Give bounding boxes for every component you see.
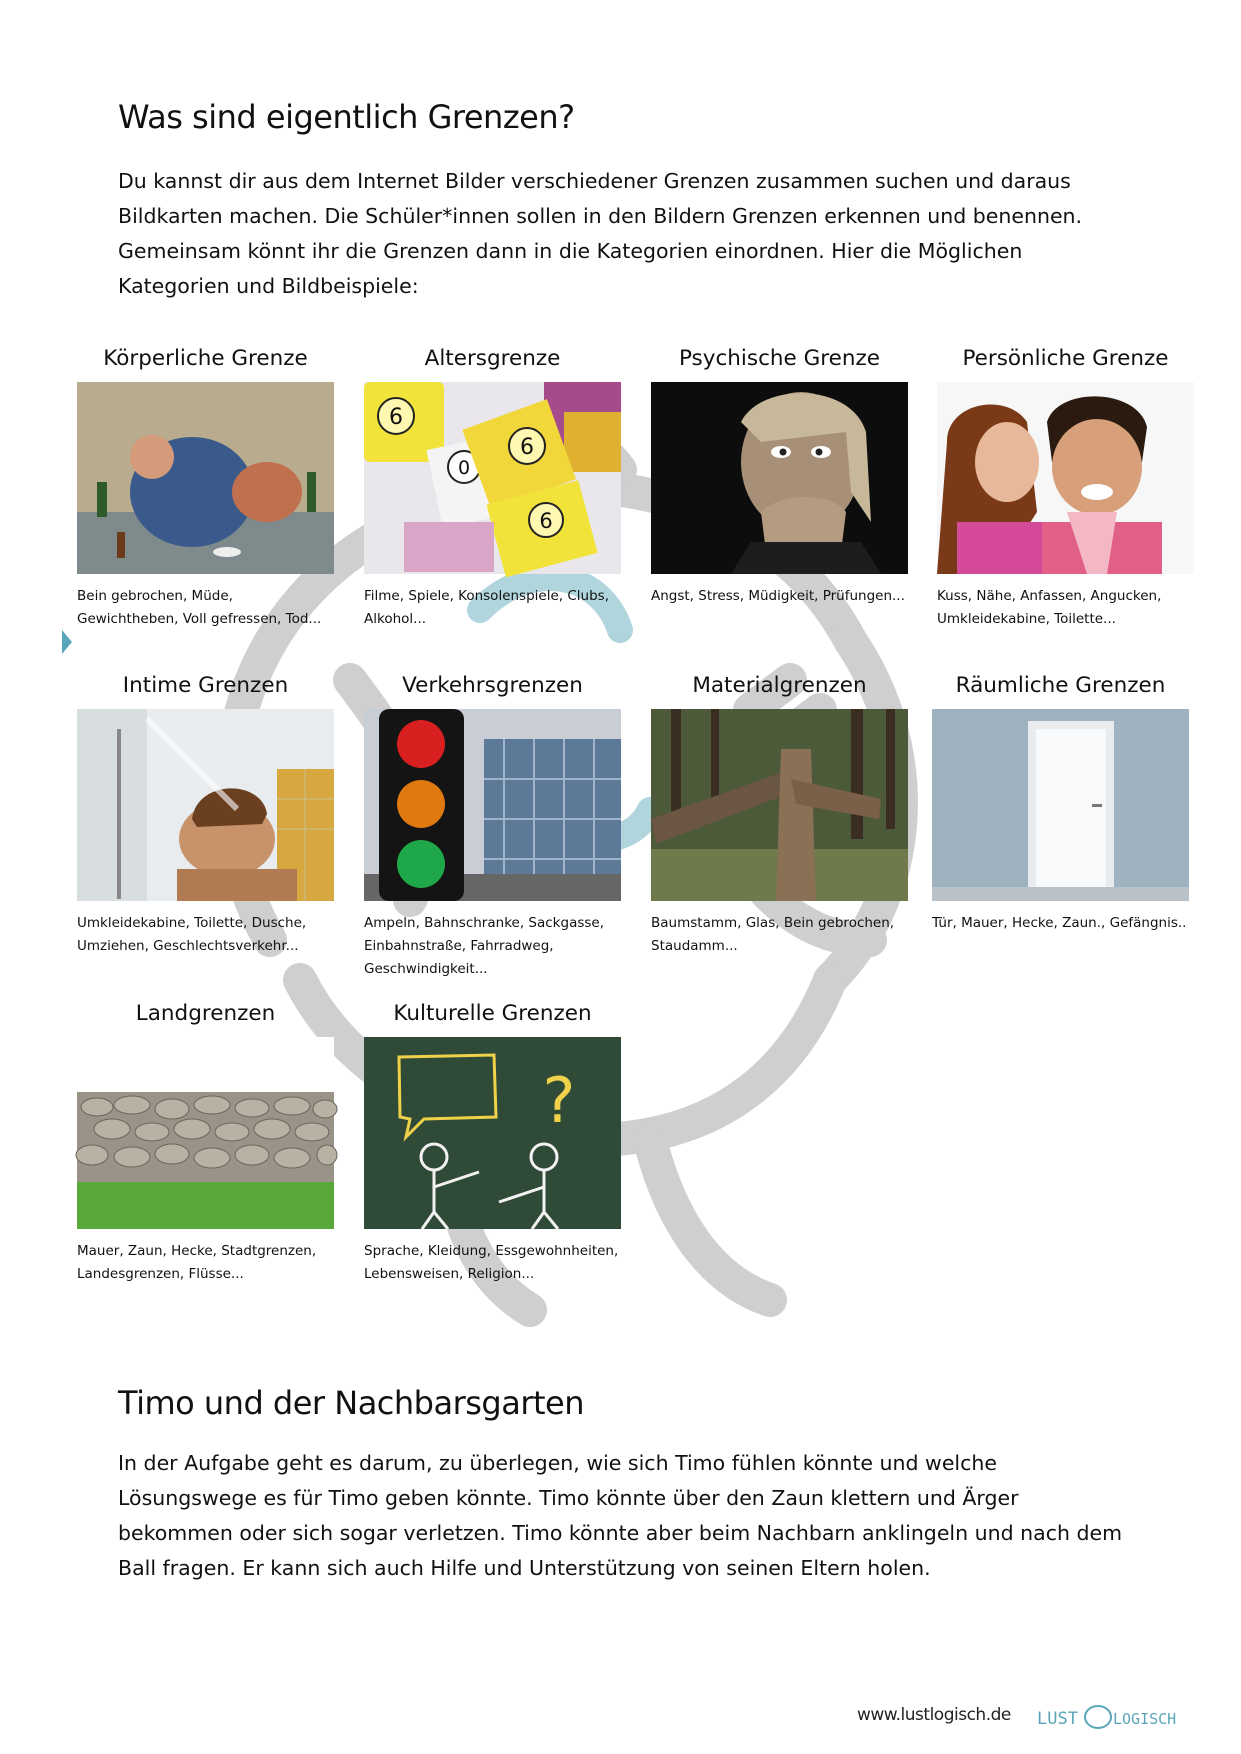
category-caption: Ampeln, Bahnschranke, Sackgasse, Einbahnstraße, Fahrradweg, Geschwindigkeit... [364,915,605,977]
overeaten-man-cartoon-image [77,382,334,574]
logo-text-left: LUST [1037,1709,1078,1729]
category-caption: Bein gebrochen, Müde, Gewichtheben, Voll gefressen, Tod... [77,588,322,627]
category-caption: Tür, Mauer, Hecke, Zaun., Gefängnis.. [932,915,1187,931]
category-card [77,345,334,631]
traffic-light-image [364,709,621,901]
category-caption: Baumstamm, Glas, Bein gebrochen, Staudamm... [651,915,895,954]
timo-paragraph: In der Aufgabe geht es darum, zu überlegen, wie sich Timo fühlen könnte und welche Lösungswege es für Timo geben könnte. Timo könnte über den Zaun klettern und Ärger bekommen oder sich sogar verletzen. Timo könnte aber beim Nachbarn anklingeln und nach dem Ball fragen. Er kann sich auch Hilfe und Unterstützung von seinen Eltern holen. [118,1451,1123,1580]
broken-tree-trunk-image [651,709,908,901]
svg-text:0: 0 [457,457,471,479]
category-caption: Mauer, Zaun, Hecke, Stadtgrenzen, Landesgrenzen, Flüsse... [77,1243,317,1282]
category-title: Altersgrenze [424,346,561,371]
category-title: Materialgrenzen [692,673,867,698]
fsk-age-rating-labels-image [364,382,621,574]
category-title: Räumliche Grenzen [955,673,1166,698]
svg-text:6: 6 [389,405,403,430]
category-title: Körperliche Grenze [103,346,308,371]
section-title-grenzen: Was sind eigentlich Grenzen? [118,98,575,136]
category-caption: Umkleidekabine, Toilette, Dusche, Umziehen, Geschlechtsverkehr... [77,915,307,954]
white-door-image [932,709,1189,901]
category-caption: Kuss, Nähe, Anfassen, Angucken, Umkleidekabine, Toilette... [937,588,1162,627]
category-title: Psychische Grenze [678,346,881,371]
category-title: Kulturelle Grenzen [393,1001,592,1026]
lustlogisch-logo [1035,1696,1177,1736]
side-marker [62,630,72,654]
category-card [364,672,621,981]
boy-in-shower-image [77,709,334,901]
chalkboard-speech-bubble-image [364,1037,621,1229]
intro-paragraph: Du kannst dir aus dem Internet Bilder verschiedener Grenzen zusammen suchen und daraus Bildkarten machen. Die Schüler*innen sollen in den Bildern Grenzen erkennen und benennen. Gemeinsam könnt ihr die Grenzen dann in die Kategorien einordnen. Hier die Möglichen Kategorien und Bildbeispiele: [118,169,1083,298]
stone-wall-image [77,1037,334,1229]
category-card [651,345,908,608]
category-card [651,672,908,958]
girl-kissing-boy-image [937,382,1194,574]
category-card [364,345,621,631]
logo-text-right: LOGISCH [1113,1710,1177,1728]
category-card [364,1000,621,1286]
category-title: Landgrenzen [135,1001,276,1026]
category-title: Verkehrsgrenzen [402,673,583,698]
category-card [77,672,334,958]
category-caption: Angst, Stress, Müdigkeit, Prüfungen... [651,588,905,604]
category-caption: Filme, Spiele, Konsolenspiele, Clubs, Alkohol... [364,588,609,627]
footer-website-link[interactable]: www.lustlogisch.de [857,1705,1011,1725]
svg-text:6: 6 [520,435,534,460]
category-card [937,345,1194,631]
section-title-timo: Timo und der Nachbarsgarten [118,1384,585,1422]
category-title: Persönliche Grenze [962,346,1169,371]
svg-text:6: 6 [539,509,553,533]
svg-text:?: ? [542,1064,576,1137]
category-caption: Sprache, Kleidung, Essgewohnheiten, Lebensweisen, Religion... [364,1243,619,1282]
category-title: Intime Grenzen [122,673,289,698]
category-card [77,1000,334,1286]
frightened-woman-image [651,382,908,574]
category-card [932,672,1189,935]
